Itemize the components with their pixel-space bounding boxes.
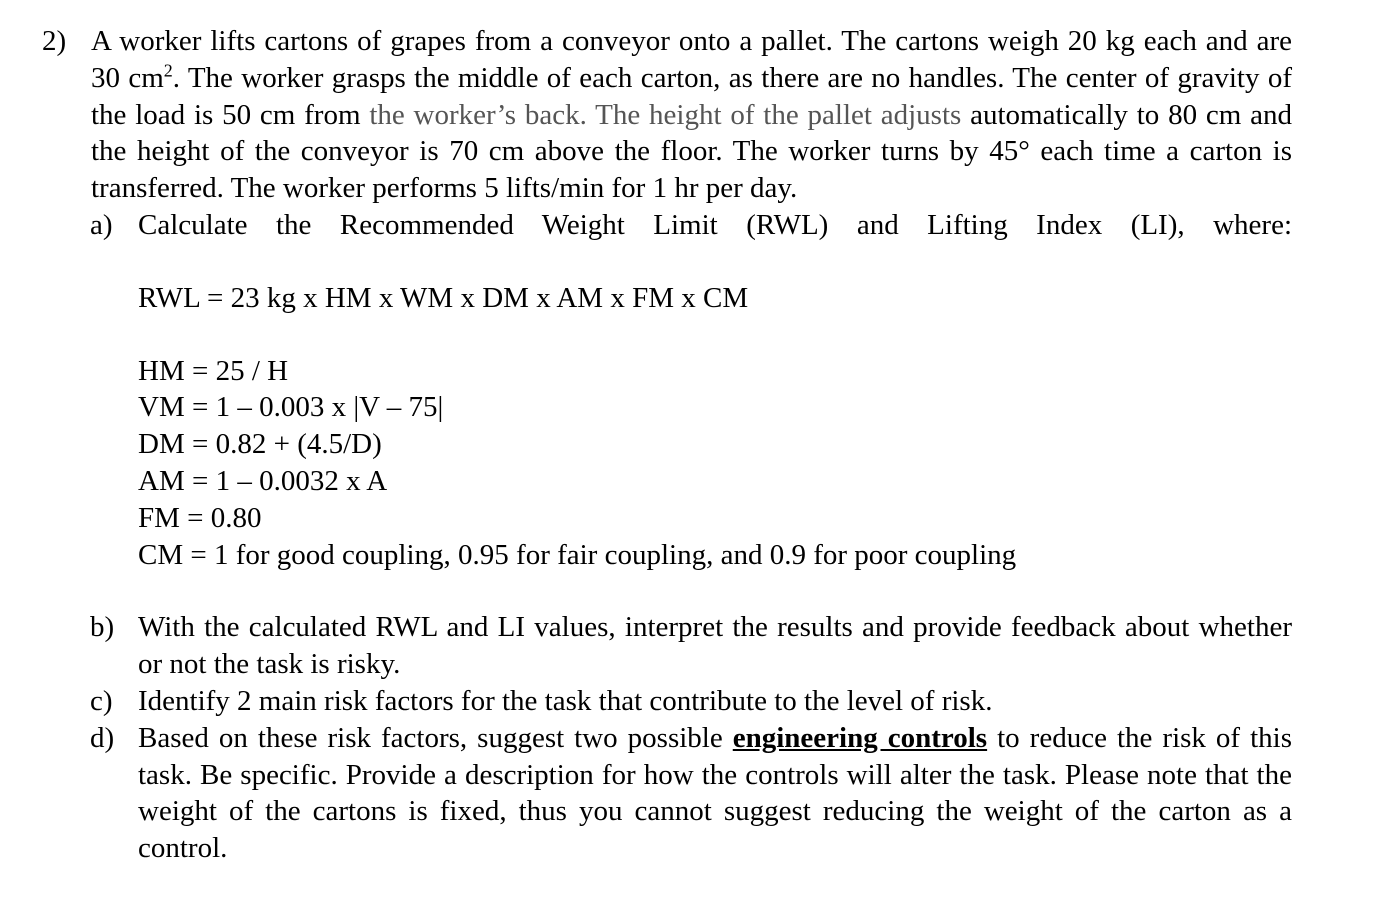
- part-a-label: a): [90, 208, 113, 241]
- part-d: [90, 720, 1292, 867]
- part-b-text: With the calculated RWL and LI values, interpret the results and provide feedback about whether or not the task is risky.: [138, 611, 1292, 681]
- dm-formula: DM = 0.82 + (4.5/D): [138, 428, 382, 461]
- part-d-label: d): [90, 721, 115, 754]
- fm-formula: FM = 0.80: [138, 501, 262, 534]
- vm-formula: VM = 1 – 0.003 x |V – 75|: [138, 391, 444, 424]
- intro-text-1: A worker lifts cartons of grapes from a conveyor onto a pallet. The cartons weigh 20 kg each and are 30 cm: [91, 25, 1292, 94]
- question-2: [42, 23, 1292, 867]
- part-d-text-before: Based on these risk factors, suggest two possible: [138, 721, 733, 754]
- question-number: 2): [42, 25, 67, 57]
- part-a-text: Calculate the Recommended Weight Limit (RWL) and Lifting Index (LI), where:: [138, 208, 1292, 241]
- am-formula: AM = 1 – 0.0032 x A: [138, 464, 388, 497]
- part-d-text: [138, 720, 1292, 867]
- part-c-text: Identify 2 main risk factors for the task that contribute to the level of risk.: [138, 684, 993, 717]
- part-c: [90, 683, 1292, 720]
- superscript-2: 2: [163, 60, 173, 81]
- part-d-text-after: to reduce the risk of this task. Be specific. Provide a description for how the controls will alter the task. Please note that the weight of the cartons is fixed, thus you cannot suggest reducing the weight of the carton as a control.: [138, 721, 1292, 865]
- part-b: [90, 609, 1292, 683]
- part-b-label: b): [90, 611, 115, 644]
- question-intro: [91, 23, 1292, 207]
- rwl-formula: RWL = 23 kg x HM x WM x DM x AM x FM x CM: [138, 281, 749, 314]
- intro-text-2: . The worker grasps the middle of each carton, as there are no handles. The center of gravity of the load is 50 cm from: [91, 61, 1292, 131]
- engineering-controls-emphasis: engineering controls: [732, 721, 988, 754]
- hm-formula: HM = 25 / H: [138, 354, 289, 387]
- part-c-label: c): [90, 684, 113, 717]
- cm-formula: CM = 1 for good coupling, 0.95 for fair coupling, and 0.9 for poor coupling: [138, 538, 1017, 571]
- multiplier-formulas: [138, 353, 1292, 574]
- part-a: [90, 207, 1292, 244]
- intro-text-3: automatically to 80 cm and the height of the conveyor is 70 cm above the floor. The worker turns by 45° each time a carton is transferred. The worker performs 5 lifts/min for 1 hr per day.: [91, 98, 1292, 205]
- intro-text-gray: the worker’s back. The height of the pallet adjusts: [369, 98, 962, 131]
